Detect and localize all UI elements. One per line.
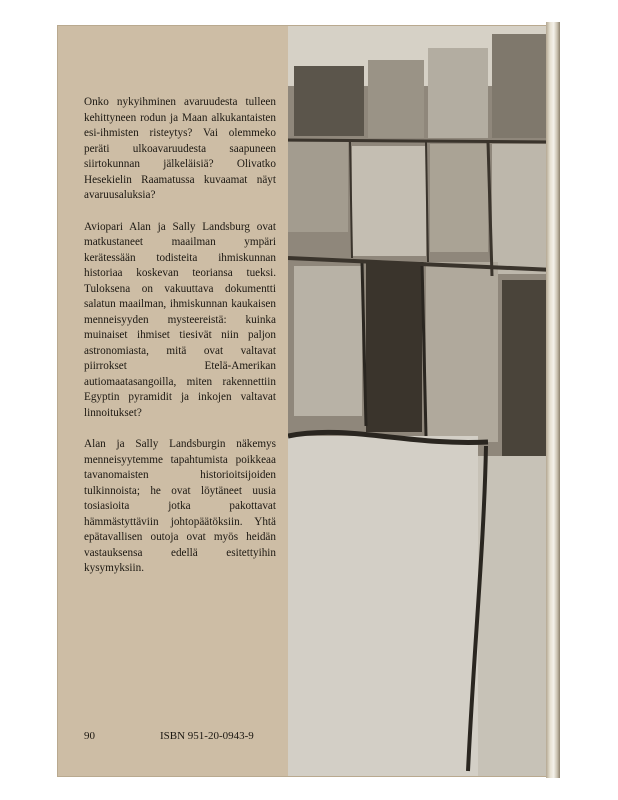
book-back-cover xyxy=(58,26,554,776)
book-spine xyxy=(546,22,560,778)
blurb-paragraph-3: Alan ja Sally Landsburgin näkemys menneisyytemme tapahtumista poikkeaa tavanomaisten historioitsijoiden tulkinnoista; he ovat löytäneet uusia tosiasioita jotka pakottavat hämmästyttäviin johtopäätöksiin. Yhtä epätavallisen outoja ovat myös heidän vastauksensa edellä esitettyihin kysymyksiin. xyxy=(84,438,276,574)
blurb-paragraph-1: Onko nykyihminen avaruudesta tulleen kehittyneen rodun ja Maan alkukantaisten esi-ihmisten risteytys? Vai olemmeko peräti ulkoavaruudesta saapuneen siirtokunnan jälkeläisiä? Olivatko Hesekielin Raamatussa kuvaamat näyt avaruusaluksia? xyxy=(84,96,276,201)
page-number: 90 xyxy=(84,730,95,742)
stone-wall-photo xyxy=(288,26,554,776)
isbn: ISBN 951-20-0943-9 xyxy=(160,730,254,742)
blurb-paragraph-2: Aviopari Alan ja Sally Landsburg ovat matkustaneet maailman ympäri kerätessään todisteita ihmiskunnan historiaa koskevan teoriansa tueksi. Tuloksena on vakuuttava dokumentti salatun maailman, ihmiskunnan kaukaisen menneisyyden mysteereistä: kuinka muinaiset ihmiset tiesivät niin paljon astronomiasta, mitä ovat valtavat piirrokset Etelä-Amerikan autiomaatasangoilla, miten rakennettiin Egyptin pyramidit ja inkojen valtavat linnoitukset? xyxy=(84,220,276,419)
blurb-text xyxy=(84,95,276,593)
